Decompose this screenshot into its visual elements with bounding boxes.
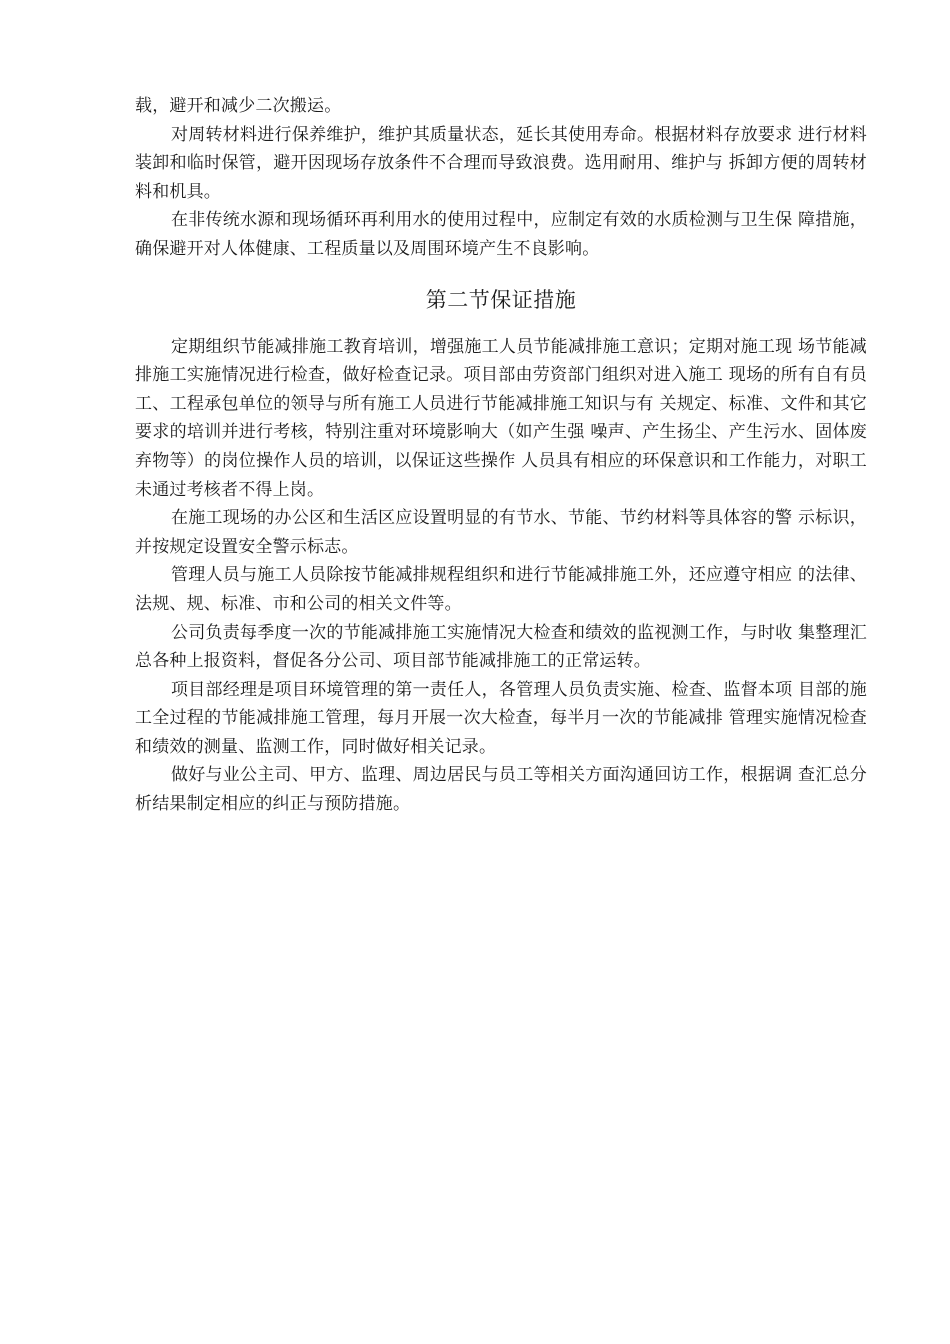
paragraph-compliance: 管理人员与施工人员除按节能减排规程组织和进行节能减排施工外，还应遵守相应 的法律、法规、规、标准、市和公司的相关文件等。: [135, 565, 867, 614]
paragraph-training: 定期组织节能减排施工教育培训，增强施工人员节能减排施工意识；定期对施工现 场节能减排施工实施情况进行检查，做好检查记录。项目部由劳资部门组织对进入施工 现场的所有自有员工、工程承包单位的领导与所有施工人员进行节能减排施工知识与有 关规定、标准、文件和其它要求的培训并进行考核，特别注重对环境影响大（如产生强 噪声、产生扬尘、产生污水、固体废弃物等）的岗位操作人员的培训，以保证这些操作 人员具有相应的环保意识和工作能力，对职工未通过考核者不得上岗。: [135, 336, 867, 500]
paragraph-signage: 在施工现场的办公区和生活区应设置明显的有节水、节能、节约材料等具体容的警 示标识，并按规定设置安全警示标志。: [135, 508, 867, 557]
paragraph-water-safety: 在非传统水源和现场循环再利用水的使用过程中，应制定有效的水质检测与卫生保 障措施，确保避开对人体健康、工程质量以及周围环境产生不良影响。: [135, 210, 867, 259]
paragraph-continuation: 载，避开和减少二次搬运。: [135, 96, 342, 116]
document-body: [135, 92, 867, 819]
section-heading: 第二节保证措施: [425, 287, 577, 312]
paragraph-material-maintenance: 对周转材料进行保养维护，维护其质量状态，延长其使用寿命。根据材料存放要求 进行材料装卸和临时保管，避开因现场存放条件不合理而导致浪费。选用耐用、维护与 拆卸方便的周转材料和机具。: [135, 124, 867, 202]
paragraph-quarterly-inspection: 公司负责每季度一次的节能减排施工实施情况大检查和绩效的监视测工作，与时收 集整理汇总各种上报资料，督促各分公司、项目部节能减排施工的正常运转。: [135, 622, 867, 672]
paragraph-manager-responsibility: 项目部经理是项目环境管理的第一责任人，各管理人员负责实施、检查、监督本项 目部的施工全过程的节能减排施工管理，每月开展一次大检查，每半月一次的节能减排 管理实施情况检查和绩效的测量、监测工作，同时做好相关记录。: [135, 679, 867, 757]
paragraph-communication: 做好与业公主司、甲方、监理、周边居民与员工等相关方面沟通回访工作，根据调 查汇总分析结果制定相应的纠正与预防措施。: [135, 765, 867, 815]
